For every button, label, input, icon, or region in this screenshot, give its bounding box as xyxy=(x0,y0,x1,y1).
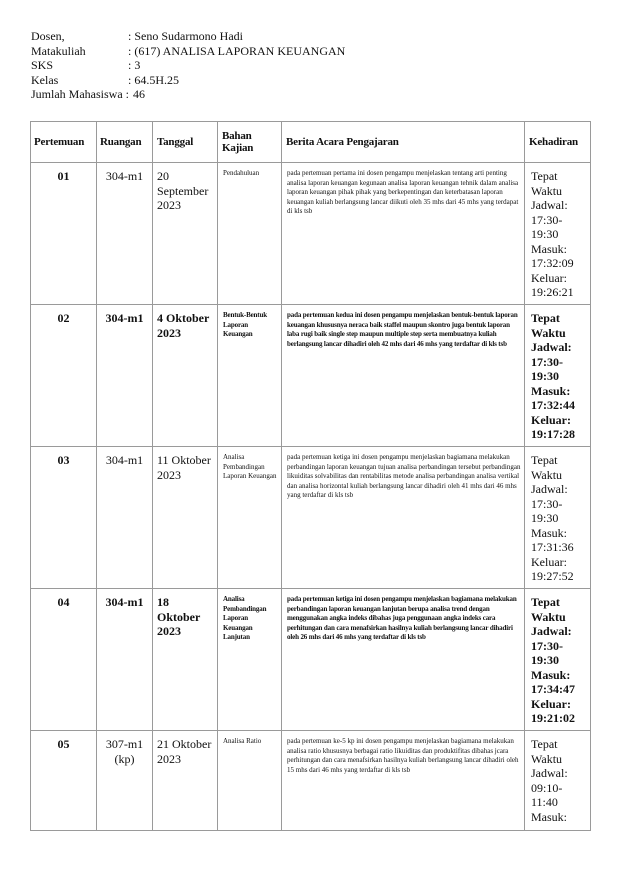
cell-bahan-kajian: Bentuk-Bentuk Laporan Keuangan xyxy=(218,305,282,447)
kehadiran-line: Keluar: xyxy=(531,696,571,711)
table-row xyxy=(31,589,591,731)
kehadiran-line: 09:10- xyxy=(531,780,563,795)
table-header-row xyxy=(31,122,591,163)
kehadiran-line: Waktu xyxy=(531,183,563,198)
kehadiran-line: Tepat xyxy=(531,311,560,325)
header-value: : 3 xyxy=(128,58,141,72)
kehadiran-line: 19:30 xyxy=(531,511,559,525)
kehadiran-line: Keluar: xyxy=(531,270,567,285)
column-header-bahan-kajian: Bahan Kajian xyxy=(218,122,282,163)
kehadiran-line: 19:17:28 xyxy=(531,427,575,441)
header-row-matakuliah xyxy=(31,44,345,59)
attendance-table xyxy=(30,121,591,831)
course-info-header xyxy=(31,29,345,102)
cell-kehadiran xyxy=(525,163,591,305)
header-row-dosen xyxy=(31,29,345,44)
kehadiran-line: 19:26:21 xyxy=(531,285,574,299)
header-label: Jumlah Mahasiswa : xyxy=(31,87,129,101)
cell-tanggal: 11 Oktober 2023 xyxy=(153,447,218,589)
cell-pertemuan: 02 xyxy=(31,305,97,447)
cell-bahan-kajian: Pendahuluan xyxy=(218,163,282,305)
header-label: Dosen, xyxy=(31,29,65,43)
column-header-berita-acara: Berita Acara Pengajaran xyxy=(282,122,525,163)
table-row xyxy=(31,447,591,589)
kehadiran-line: Waktu xyxy=(531,467,563,482)
cell-pertemuan: 01 xyxy=(31,163,97,305)
header-value: : (617) ANALISA LAPORAN KEUANGAN xyxy=(128,43,346,58)
cell-ruangan: 304-m1 xyxy=(97,447,153,589)
cell-ruangan: 304-m1 xyxy=(97,589,153,731)
kehadiran-line: Jadwal: xyxy=(531,766,568,780)
cell-berita-acara: pada pertemuan kedua ini dosen pengampu menjelaskan bentuk-bentuk laporan keuangan khususnya neraca baik staffel maupun skontro juga bentuk laporan laba rugi baik single step maupun multiple step serta membuatnya kuliah berlangsung lancar dihadiri oleh 42 mhs dari 46 mhs yang terdaftar di kls tsb xyxy=(282,305,525,447)
kehadiran-line: 19:30 xyxy=(531,369,559,383)
kehadiran-line: Jadwal: xyxy=(531,198,568,212)
column-header-pertemuan: Pertemuan xyxy=(31,122,97,163)
cell-kehadiran xyxy=(525,447,591,589)
cell-bahan-kajian: Analisa Pembandingan Laporan Keuangan Lanjutan xyxy=(218,589,282,731)
kehadiran-line: Masuk: xyxy=(531,383,571,398)
header-row-jumlah-mahasiswa xyxy=(31,87,345,102)
kehadiran-line: Tepat xyxy=(531,453,558,467)
kehadiran-line: 17:30- xyxy=(531,212,563,227)
kehadiran-line: Keluar: xyxy=(531,554,567,569)
kehadiran-line: 19:30 xyxy=(531,227,559,241)
cell-bahan-kajian: Analisa Pembandingan Laporan Keuangan xyxy=(218,447,282,589)
kehadiran-line: 17:30- xyxy=(531,354,563,369)
header-value: : 64.5H.25 xyxy=(128,72,179,87)
kehadiran-line: Masuk: xyxy=(531,667,571,682)
kehadiran-line: Jadwal: xyxy=(531,482,568,496)
kehadiran-line: 17:34:47 xyxy=(531,682,575,696)
column-header-kehadiran: Kehadiran xyxy=(525,122,591,163)
cell-pertemuan: 03 xyxy=(31,447,97,589)
cell-bahan-kajian: Analisa Ratio xyxy=(218,731,282,831)
kehadiran-line: Tepat xyxy=(531,169,558,183)
cell-tanggal: 18 Oktober 2023 xyxy=(153,589,218,731)
kehadiran-line: Masuk: xyxy=(531,809,567,824)
cell-kehadiran xyxy=(525,589,591,731)
kehadiran-line: Masuk: xyxy=(531,525,567,540)
cell-tanggal: 4 Oktober 2023 xyxy=(153,305,218,447)
header-row-kelas xyxy=(31,73,345,88)
header-label: Kelas xyxy=(31,72,59,87)
cell-berita-acara: pada pertemuan pertama ini dosen pengampu menjelaskan tentang arti penting analisa laporan keuangan kegunaan analisa laporan keuangan tehnik dalam analisa laporan keuangan pihak pihak yang berkepentingan dan keterbatasan laporan keuangan kuliah berlangsung lancar diikuti oleh 35 mhs dari 45 mhs yang terdapat di kls tsb xyxy=(282,163,525,305)
header-value: 46 xyxy=(133,87,145,101)
kehadiran-line: 19:27:52 xyxy=(531,569,574,583)
cell-tanggal: 21 Oktober 2023 xyxy=(153,731,218,831)
cell-ruangan: 307-m1 (kp) xyxy=(97,731,153,831)
cell-ruangan: 304-m1 xyxy=(97,163,153,305)
cell-kehadiran xyxy=(525,305,591,447)
table-row xyxy=(31,163,591,305)
table-row xyxy=(31,731,591,831)
cell-ruangan: 304-m1 xyxy=(97,305,153,447)
kehadiran-line: 19:21:02 xyxy=(531,711,575,725)
column-header-tanggal: Tanggal xyxy=(153,122,218,163)
table-row xyxy=(31,305,591,447)
kehadiran-line: 17:32:09 xyxy=(531,256,574,270)
header-label: SKS xyxy=(31,58,54,72)
column-header-ruangan: Ruangan xyxy=(97,122,153,163)
kehadiran-line: Masuk: xyxy=(531,241,567,256)
kehadiran-line: Jadwal: xyxy=(531,340,572,354)
header-label: Matakuliah xyxy=(31,43,86,58)
kehadiran-line: Tepat xyxy=(531,595,560,609)
kehadiran-line: Waktu xyxy=(531,751,563,766)
kehadiran-line: Jadwal: xyxy=(531,624,572,638)
cell-pertemuan: 04 xyxy=(31,589,97,731)
cell-kehadiran xyxy=(525,731,591,831)
kehadiran-line: 17:30- xyxy=(531,638,563,653)
header-value: : Seno Sudarmono Hadi xyxy=(128,29,243,43)
kehadiran-line: Waktu xyxy=(531,325,566,340)
kehadiran-line: 19:30 xyxy=(531,653,559,667)
cell-pertemuan: 05 xyxy=(31,731,97,831)
cell-tanggal: 20 September 2023 xyxy=(153,163,218,305)
kehadiran-line: 17:31:36 xyxy=(531,540,574,554)
kehadiran-line: 17:32:44 xyxy=(531,398,575,412)
cell-berita-acara: pada pertemuan ketiga ini dosen pengampu menjelaskan bagiamana melakukan perbandingan laporan keuangan lanjutan berupa analisa trend dengan menggunakan angka indeks dibahas juga penggunaan angka indeks cara perhitungan dan cara menafsirkan hasilnya kuliah berlangsung lancar dihadiri oleh 26 mhs dari 46 mhs yang terdaftar di kls tsb xyxy=(282,589,525,731)
kehadiran-line: Waktu xyxy=(531,609,566,624)
kehadiran-line: 17:30- xyxy=(531,496,563,511)
cell-berita-acara: pada pertemuan ke-5 kp ini dosen pengampu menjelaskan bagiamana melakukan analisa ratio khususnya berbagai ratio likuiditas dan produktifitas dibahas jcara perhitungan dan cara menafsirkan hasilnya kuliah berlangsung lancar dihadiri oleh 15 mhs dari 46 mhs yang terdaftar di kls tsb xyxy=(282,731,525,831)
kehadiran-line: Keluar: xyxy=(531,412,571,427)
cell-berita-acara: pada pertemuan ketiga ini dosen pengampu menjelaskan bagiamana melakukan perbandingan laporan keuangan tujuan analisa perbandingan tersebut perbandingan likuiditas solvabilitas dan rentabilitas metode analisa perbandingan analisa vertikal dan analisa horizontal kuliah berlangsung lancar dihadiri oleh 41 mhs dari 46 mhs yang terdaftar di kls tsb xyxy=(282,447,525,589)
kehadiran-line: 11:40 xyxy=(531,795,558,809)
header-row-sks xyxy=(31,58,345,73)
kehadiran-line: Tepat xyxy=(531,737,558,751)
